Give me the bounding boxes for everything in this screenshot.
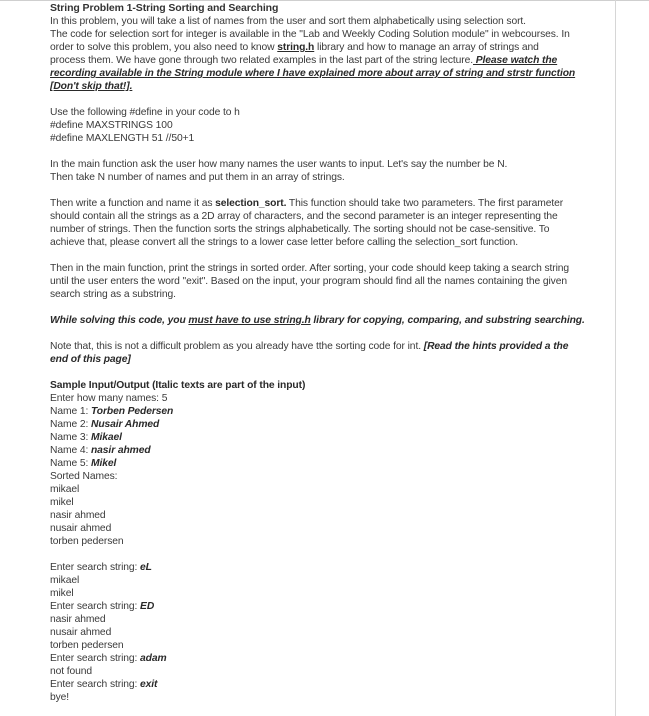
page-top-border bbox=[0, 0, 649, 1]
sorted-name: mikael bbox=[50, 484, 80, 495]
sample-heading: Sample Input/Output (Italic texts are part of the input) bbox=[50, 380, 306, 391]
define-maxlength: #define MAXLENGTH 51 //50+1 bbox=[50, 133, 195, 144]
name-input-value: Mikael bbox=[90, 432, 122, 443]
search-query: eL bbox=[140, 562, 152, 573]
search-result: nusair ahmed bbox=[50, 627, 112, 638]
page-right-border bbox=[615, 0, 616, 716]
name-input-row bbox=[50, 431, 595, 444]
search-query: ED bbox=[140, 601, 155, 612]
name-input-value: Torben Pedersen bbox=[90, 406, 174, 417]
func-para-line-1: Then write a function and name it as selection_sort. This function should take two parameters. The first parameter bbox=[50, 198, 564, 209]
func-para-line-4: achieve that, please convert all the strings to a lower case letter before calling the selection_sort function. bbox=[50, 237, 518, 248]
search-query: adam bbox=[140, 653, 167, 664]
search-para-line-1: Then in the main function, print the strings in sorted order. After sorting, your code should keep taking a search string bbox=[50, 263, 570, 274]
sorted-name: torben pedersen bbox=[50, 536, 124, 547]
name-input-value: Mikel bbox=[90, 458, 117, 469]
page-title: String Problem 1-String Sorting and Searching bbox=[50, 2, 279, 14]
intro-line-3: order to solve this problem, you also need to know string.h library and how to manage an array of strings and bbox=[50, 42, 539, 53]
sorted-name: nusair ahmed bbox=[50, 523, 112, 534]
sorted-block bbox=[50, 483, 595, 548]
search-prompt-label: Enter search string: bbox=[50, 601, 141, 612]
note-line-1: Note that, this is not a difficult problem as you already have tthe sorting code for int. [Read the hints provided a the bbox=[50, 341, 569, 352]
sorted-name: mikel bbox=[50, 497, 74, 508]
search-result: mikael bbox=[50, 575, 80, 586]
name-label: Name 5: bbox=[50, 458, 91, 469]
note-line-2: end of this page] bbox=[50, 354, 131, 365]
sorted-label: Sorted Names: bbox=[50, 471, 118, 482]
search-block bbox=[50, 561, 595, 704]
search-prompt-row bbox=[50, 561, 595, 574]
intro-line-2: The code for selection sort for integer is available in the "Lab and Weekly Coding Solution module" in webcourses. In bbox=[50, 29, 570, 40]
func-para-line-2: should contain all the strings as a 2D array of characters, and the second parameter is an integer representing the bbox=[50, 211, 558, 222]
name-label: Name 4: bbox=[50, 445, 91, 456]
name-input-value: nasir ahmed bbox=[90, 445, 151, 456]
intro-line-1: In this problem, you will take a list of names from the user and sort them alphabetically using selection sort. bbox=[50, 16, 526, 27]
name-label: Name 2: bbox=[50, 419, 91, 430]
search-prompt-label: Enter search string: bbox=[50, 679, 141, 690]
name-input-row bbox=[50, 444, 595, 457]
name-input-row bbox=[50, 457, 595, 470]
search-para-line-2: until the user enters the word "exit". Based on the input, your program should find all the names containing the given bbox=[50, 276, 567, 287]
intro-line-5: recording available in the String module where I have explained more about array of string and strstr function bbox=[50, 68, 576, 79]
name-input-row bbox=[50, 405, 595, 418]
name-input-value: Nusair Ahmed bbox=[90, 419, 160, 430]
search-result: mikel bbox=[50, 588, 74, 599]
main-para-line-2: Then take N number of names and put them in an array of strings. bbox=[50, 172, 345, 183]
define-maxstrings: #define MAXSTRINGS 100 bbox=[50, 120, 173, 131]
search-para-line-3: search string as a substring. bbox=[50, 289, 176, 300]
string-h-link: string.h bbox=[277, 42, 315, 53]
search-result: bye! bbox=[50, 692, 70, 703]
search-prompt-row bbox=[50, 678, 595, 691]
document-body bbox=[50, 2, 595, 704]
define-intro: Use the following #define in your code to h bbox=[50, 107, 240, 118]
search-query: exit bbox=[140, 679, 158, 690]
search-prompt-label: Enter search string: bbox=[50, 562, 141, 573]
search-result: not found bbox=[50, 666, 93, 677]
search-result: nasir ahmed bbox=[50, 614, 106, 625]
main-para-line-1: In the main function ask the user how many names the user wants to input. Let's say the number be N. bbox=[50, 159, 508, 170]
sorted-name: nasir ahmed bbox=[50, 510, 106, 521]
search-prompt-label: Enter search string: bbox=[50, 653, 141, 664]
name-input-row bbox=[50, 418, 595, 431]
library-note: While solving this code, you must have to use string.h library for copying, comparing, and substring searching. bbox=[50, 315, 585, 326]
names-block bbox=[50, 405, 595, 470]
intro-line-4: process them. We have gone through two related examples in the last part of the string lecture. Please watch the bbox=[50, 55, 558, 66]
search-prompt-row bbox=[50, 652, 595, 665]
name-label: Name 3: bbox=[50, 432, 91, 443]
search-result: torben pedersen bbox=[50, 640, 124, 651]
search-prompt-row bbox=[50, 600, 595, 613]
func-para-line-3: number of strings. Then the function sorts the strings alphabetically. The sorting should not be case-sensitive. To bbox=[50, 224, 550, 235]
name-label: Name 1: bbox=[50, 406, 91, 417]
intro-line-6: [Don't skip that!]. bbox=[50, 81, 133, 92]
count-prompt: Enter how many names: 5 bbox=[50, 393, 168, 404]
